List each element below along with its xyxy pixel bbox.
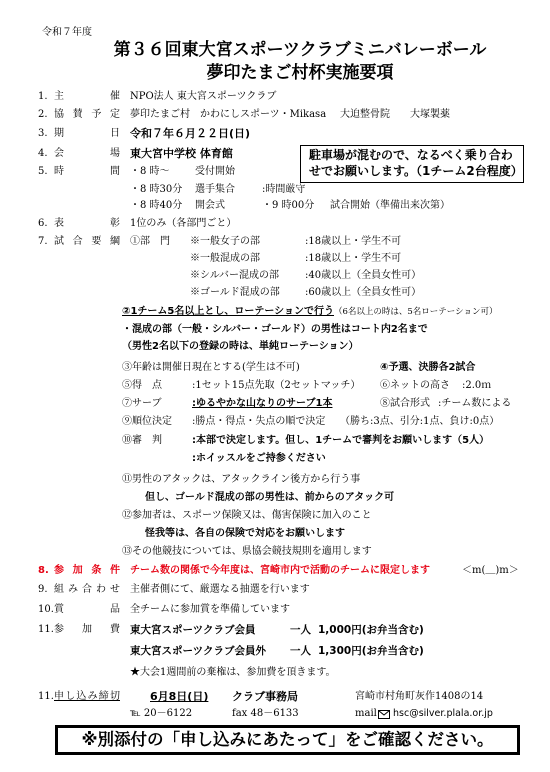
scoring-label: ⑤得 点	[122, 380, 162, 391]
fiscal-year: 令和７年度	[42, 27, 92, 38]
prizes-value: 全チームに参加賞を準備しています	[130, 604, 290, 615]
item-number: 10.	[38, 604, 54, 615]
parking-notice-box	[300, 145, 524, 183]
fee-amount: 1,300円(お弁当含む)	[318, 645, 424, 657]
attachment-notice: ※別添付の「申し込みにあたって」をご確認ください。	[81, 730, 494, 749]
fee-category: 東大宮スポーツクラブ会員	[130, 624, 256, 636]
schedule-note: :時間厳守	[262, 184, 306, 195]
awards-value: 1位のみ（各部門ごと）	[130, 218, 237, 229]
schedule-time: ・8 時40分	[130, 200, 183, 211]
venue-value: 東大宮中学校 体育館	[130, 147, 233, 160]
sponsor-name: 大迫整骨院	[340, 109, 390, 120]
schedule-time: ・8 時～	[130, 166, 170, 177]
parking-notice-line1: 駐車場が混むので、なるべく乗り合わ	[309, 148, 513, 162]
office-email: hsc@silver.plala.or.jp	[393, 708, 493, 719]
apology-emoticon: ＜m(＿)m＞	[462, 565, 519, 576]
net-value: :2.0ｍ	[462, 380, 492, 391]
sponsor-name: 夢印たまご村	[130, 109, 190, 120]
item-label-rules: 試合要綱	[54, 236, 120, 247]
fee-amount: 1,000円(お弁当含む)	[318, 624, 424, 636]
item-number: 1.	[38, 91, 48, 102]
mail-label: mail	[355, 708, 377, 719]
ranking-value: :勝点・得点・失点の順で決定	[192, 416, 326, 427]
schedule-event: 受付開始	[195, 166, 235, 177]
division-name: ※一般女子の部	[190, 236, 260, 247]
attack-rule: ⑪男性のアタックは、アタックライン後方から行う事	[122, 474, 361, 485]
office-fax: fax 48－6133	[232, 708, 299, 719]
referee-label: ⑩審 判	[122, 435, 162, 446]
organizer-value: NPO法人 東大宮スポーツクラブ	[130, 91, 277, 102]
office-name: クラブ事務局	[232, 690, 298, 703]
draw-value: 主催者側にて、厳選なる抽選を行います	[130, 584, 310, 595]
division-condition: :18歳以上・学生不可	[305, 236, 402, 247]
serve-label: ⑦サーブ	[122, 398, 162, 409]
item-number: 2.	[38, 109, 48, 120]
item-number: 4.	[38, 148, 48, 159]
item-label-organizer: 主催	[54, 91, 120, 102]
team-size-rule	[122, 305, 497, 319]
eligibility-value: チーム数の関係で今年度は、宮崎市内で活動のチームに限定します	[130, 565, 430, 576]
format-value: :チーム数による	[438, 398, 512, 409]
team-size-note: （6名以上の時は、5名ローテーション可）	[333, 307, 498, 317]
item-label-schedule: 時間	[54, 166, 120, 177]
insurance-note: 怪我等は、各自の保険で対応をお願いします	[145, 528, 345, 539]
page-title: 第３６回東大宮スポーツクラブミニバレーボール	[113, 40, 487, 60]
sponsor-name: かわにしスポーツ・Mikasa	[200, 109, 327, 120]
serve-value: :ゆるやかな山なりのサーブ1本	[192, 398, 333, 409]
item-label-date: 期日	[54, 128, 120, 139]
office-phone: ℡ 20－6122	[130, 708, 193, 719]
fee-per: 一人	[290, 624, 311, 636]
fee-cancellation-note: ★大会1週間前の棄権は、参加費を頂きます。	[130, 667, 336, 678]
item-label-draw: 組み合わせ	[54, 584, 120, 595]
schedule-event: 試合開始（準備出来次第）	[330, 200, 450, 211]
mixed-division-note: （男性2名以下の登録の時は、単純ローテーション）	[122, 341, 359, 352]
item-number: 5.	[38, 166, 48, 177]
page-subtitle: 夢印たまご村杯実施要項	[206, 63, 394, 83]
parking-notice-line2: せでお願いします。（1チーム2台程度）	[309, 164, 523, 178]
age-rule: ③年齢は開催日現在とする(学生は不可)	[122, 362, 300, 373]
division-name: ※一般混成の部	[190, 253, 260, 264]
item-label-deadline: 申し込み締切	[54, 691, 120, 702]
mixed-division-rule: ・混成の部（一般・シルバー・ゴールド）の男性はコート内2名まで	[122, 324, 428, 335]
item-label-awards: 表彰	[54, 218, 120, 229]
division-condition: :60歳以上（全員女性可）	[305, 287, 422, 298]
division-name: ※ゴールド混成の部	[190, 287, 280, 298]
schedule-time: ・9 時00分	[262, 200, 315, 211]
scoring-value: :1セット15点先取（2セットマッチ）	[192, 380, 361, 391]
item-label-eligibility: 参加条件	[54, 565, 120, 576]
matches-rule: ④予選、決勝各2試合	[380, 362, 476, 373]
referee-line2: :ホイッスルをご持参ください	[192, 453, 326, 464]
attack-exception: 但し、ゴールド混成の部の男性は、前からのアタック可	[145, 492, 395, 503]
item-number: 9.	[38, 584, 48, 595]
item-number: 3.	[38, 128, 48, 139]
envelope-icon	[378, 710, 390, 722]
other-rules: ⑬その他競技については、県協会競技規則を適用します	[122, 546, 372, 557]
ranking-label: ⑨順位決定	[122, 416, 172, 427]
office-address: 宮崎市村角町灰作1408の14	[355, 691, 484, 702]
divisions-heading: ①部 門	[130, 236, 170, 247]
format-label: ⑧試合形式	[380, 398, 430, 409]
deadline-date: 6月8日(日)	[150, 690, 209, 703]
schedule-event: 開会式	[195, 200, 225, 211]
sponsor-name: 大塚製薬	[410, 109, 450, 120]
item-number: 6.	[38, 218, 48, 229]
schedule-time: ・8 時30分	[130, 184, 183, 195]
division-condition: :40歳以上（全員女性可）	[305, 270, 422, 281]
item-label-prizes: 賞品	[54, 604, 120, 615]
schedule-event: 選手集合	[195, 184, 235, 195]
referee-line1: :本部で決定します。但し、1チームで審判をお願いします（5人）	[192, 435, 490, 446]
item-label-sponsors: 協賛予定	[54, 109, 120, 120]
item-number: 7.	[38, 236, 48, 247]
fee-per: 一人	[290, 645, 311, 657]
item-number: 8.	[38, 565, 49, 576]
item-label-venue: 会場	[54, 148, 120, 159]
item-number: 11.	[38, 624, 54, 635]
item-label-fees: 参加費	[54, 624, 120, 635]
insurance-rule: ⑫参加者は、スポーツ保険又は、傷害保険に加入のこと	[122, 510, 372, 521]
fee-category: 東大宮スポーツクラブ会員外	[130, 645, 266, 657]
net-label: ⑥ネットの高さ	[380, 380, 450, 391]
ranking-points: （勝ち:3点、引分:1点、負け:0点）	[340, 416, 500, 427]
team-size-main: ②1チーム5名以上とし、ローテーションで行う	[122, 306, 334, 317]
attachment-notice-box	[55, 725, 520, 755]
item-number: 11.	[38, 691, 54, 702]
division-name: ※シルバー混成の部	[190, 270, 280, 281]
division-condition: :18歳以上・学生不可	[305, 253, 402, 264]
event-date: 令和７年６月２２日(日)	[130, 127, 251, 140]
